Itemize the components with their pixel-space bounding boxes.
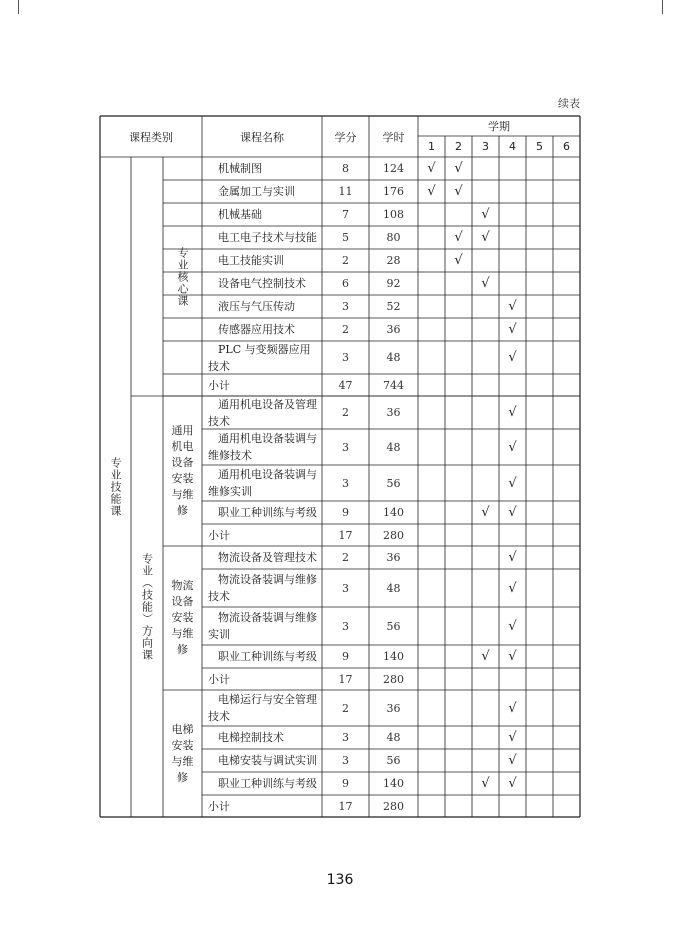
course-name [202, 318, 322, 341]
course-name-text: 机械制图 [218, 162, 262, 175]
semester-3-check [472, 203, 499, 226]
page-number: 136 [326, 872, 354, 888]
hours-value [369, 272, 418, 295]
semester-2-check-text: √ [454, 253, 463, 268]
credit-value [322, 546, 369, 569]
credit-value [322, 465, 369, 501]
subtotal-label [202, 524, 322, 546]
semester-4-check [499, 772, 526, 795]
hours-value-text: 108 [383, 208, 404, 221]
course-name-text: PLC 与变频器应用技术 [208, 342, 311, 373]
header-category [100, 116, 202, 157]
hours-value-text: 36 [386, 323, 401, 336]
semester-1-check [418, 157, 445, 180]
direction-group-label-text: 通用机电设备安装与维修 [171, 424, 194, 517]
semester-2-check-text: √ [454, 161, 463, 176]
hours-value-text: 56 [386, 619, 401, 633]
semester-4-check-text: √ [508, 350, 517, 365]
course-name [202, 690, 322, 726]
hours-value [369, 690, 418, 726]
semester-3-check-text: √ [481, 776, 490, 791]
course-name-text: 职业工种训练与考级 [218, 777, 317, 790]
semester-2-check [445, 249, 472, 272]
course-name [202, 645, 322, 668]
hours-value [369, 226, 418, 249]
hours-value [369, 546, 418, 569]
credit-value-text: 3 [342, 351, 349, 364]
course-name [202, 501, 322, 524]
semester-4-check-text: √ [508, 439, 517, 455]
hours-value [369, 249, 418, 272]
course-name-text: 电梯安装与调试实训 [218, 754, 317, 767]
credit-value [322, 374, 369, 396]
hours-value [369, 157, 418, 180]
main-category-label [100, 157, 131, 817]
header-semester-2-text: 2 [455, 140, 462, 153]
direction-group-label-text: 物流设备安装与维修 [171, 579, 194, 656]
semester-4-check-text: √ [508, 299, 517, 314]
header-credit [322, 116, 369, 157]
course-name [202, 429, 322, 465]
hours-value [369, 180, 418, 203]
course-name [202, 249, 322, 272]
course-name [202, 295, 322, 318]
credit-value [322, 272, 369, 295]
course-name [202, 726, 322, 749]
course-name-text: 物流设备装调与维修技术 [208, 573, 317, 603]
semester-3-check-text: √ [481, 505, 490, 520]
course-name [202, 569, 322, 607]
hours-value [369, 645, 418, 668]
semester-3-check [472, 226, 499, 249]
credit-value [322, 726, 369, 749]
semester-3-check-text: √ [481, 649, 490, 664]
semester-4-check-text: √ [508, 550, 517, 565]
hours-value [369, 203, 418, 226]
hours-value-text: 140 [383, 777, 404, 790]
semester-2-check [445, 180, 472, 203]
semester-4-check [499, 396, 526, 429]
hours-value [369, 772, 418, 795]
hours-value-text: 140 [383, 506, 404, 519]
hours-value-text: 176 [383, 185, 404, 198]
semester-4-check [499, 726, 526, 749]
header-category-text: 课程类别 [129, 130, 173, 144]
credit-value [322, 180, 369, 203]
credit-value [322, 157, 369, 180]
semester-3-check [472, 772, 499, 795]
semester-4-check [499, 465, 526, 501]
header-semester [418, 116, 580, 136]
credit-value-text: 5 [342, 231, 349, 244]
header-semester-3-text: 3 [482, 140, 489, 153]
credit-value-text: 2 [342, 406, 349, 419]
course-name-text: 电梯控制技术 [218, 731, 284, 744]
hours-value-text: 56 [386, 754, 401, 767]
credit-value [322, 295, 369, 318]
direction-section-label [131, 396, 163, 817]
credit-value-text: 7 [342, 208, 349, 221]
direction-group-label [163, 396, 202, 546]
credit-value-text: 2 [342, 701, 349, 715]
header-semester-4-text: 4 [509, 140, 516, 153]
course-name-text: 传感器应用技术 [218, 323, 295, 336]
hours-value-text: 48 [386, 731, 401, 744]
hours-value [369, 569, 418, 607]
direction-group-label [163, 690, 202, 817]
credit-value [322, 772, 369, 795]
hours-value-text: 52 [386, 300, 401, 313]
semester-4-check [499, 501, 526, 524]
header-credit-text: 学分 [334, 130, 357, 144]
course-name [202, 772, 322, 795]
subtotal-label [202, 374, 322, 396]
credit-value [322, 607, 369, 645]
subtotal-label-text: 小计 [208, 378, 230, 392]
course-name [202, 607, 322, 645]
credit-value-text: 9 [342, 650, 349, 663]
hours-value [369, 501, 418, 524]
semester-3-check [472, 645, 499, 668]
semester-4-check-text: √ [508, 730, 517, 745]
hours-value [369, 318, 418, 341]
course-name [202, 546, 322, 569]
credit-value-text: 6 [342, 277, 349, 290]
semester-2-check-text: √ [454, 230, 463, 245]
hours-value-text: 36 [386, 701, 401, 715]
header-course-name [202, 116, 322, 157]
course-name-text: 液压与气压传动 [218, 300, 295, 313]
hours-value-text: 48 [386, 351, 401, 364]
semester-3-check [472, 501, 499, 524]
header-hours-text: 学时 [382, 130, 405, 144]
semester-4-check [499, 690, 526, 726]
credit-value-text: 3 [342, 754, 349, 767]
credit-value [322, 341, 369, 374]
hours-value [369, 396, 418, 429]
semester-4-check [499, 569, 526, 607]
semester-3-check [472, 272, 499, 295]
hours-value-text: 280 [383, 799, 404, 813]
course-name-text: 通用机电设备装调与维修技术 [208, 432, 317, 462]
header-semester-text: 学期 [488, 120, 510, 133]
subtotal-label-text: 小计 [208, 672, 230, 686]
hours-value-text: 744 [383, 378, 404, 392]
credit-value-text: 2 [342, 254, 349, 267]
course-name [202, 396, 322, 429]
credit-value [322, 795, 369, 817]
hours-value [369, 374, 418, 396]
credit-value-text: 17 [338, 528, 353, 542]
hours-value [369, 524, 418, 546]
course-name-text: 机械基础 [218, 208, 262, 221]
course-name-text: 物流设备及管理技术 [218, 551, 317, 564]
semester-4-check-text: √ [508, 753, 517, 768]
course-name [202, 272, 322, 295]
course-name-text: 职业工种训练与考级 [218, 650, 317, 663]
hours-value [369, 795, 418, 817]
credit-value-text: 3 [342, 581, 349, 595]
core-section-label [163, 157, 202, 396]
credit-value-text: 3 [342, 440, 349, 454]
semester-3-check-text: √ [481, 276, 490, 291]
hours-value [369, 465, 418, 501]
semester-4-check [499, 749, 526, 772]
hours-value-text: 280 [383, 672, 404, 686]
credit-value [322, 645, 369, 668]
continued-label: 续表 [558, 97, 580, 110]
header-semester-6 [553, 136, 580, 157]
credit-value-text: 9 [342, 777, 349, 790]
hours-value-text: 92 [386, 277, 401, 290]
credit-value [322, 524, 369, 546]
subtotal-label [202, 668, 322, 690]
hours-value-text: 48 [386, 581, 401, 595]
hours-value [369, 607, 418, 645]
hours-value [369, 668, 418, 690]
hours-value-text: 124 [383, 162, 404, 175]
direction-group-label [163, 546, 202, 690]
semester-4-check [499, 429, 526, 465]
semester-4-check-text: √ [508, 618, 517, 634]
semester-4-check [499, 546, 526, 569]
hours-value-text: 36 [386, 406, 401, 419]
header-semester-2 [445, 136, 472, 157]
credit-value-text: 47 [338, 378, 353, 392]
semester-4-check [499, 341, 526, 374]
semester-2-check [445, 157, 472, 180]
header-semester-6-text: 6 [563, 140, 570, 153]
hours-value-text: 56 [386, 476, 401, 490]
course-name [202, 157, 322, 180]
hours-value-text: 48 [386, 440, 401, 454]
semester-1-check-text: √ [427, 161, 436, 176]
course-name [202, 226, 322, 249]
semester-3-check-text: √ [481, 207, 490, 222]
direction-group-label-text: 电梯安装与维修 [171, 722, 194, 784]
semester-2-check [445, 226, 472, 249]
credit-value-text: 17 [338, 672, 353, 686]
semester-4-check [499, 318, 526, 341]
course-name-text: 电工技能实训 [218, 254, 284, 267]
course-name-text: 通用机电设备装调与维修实训 [208, 468, 317, 498]
subtotal-label-text: 小计 [208, 799, 230, 813]
header-semester-5-text: 5 [536, 140, 543, 153]
hours-value-text: 36 [386, 551, 401, 564]
hours-value [369, 295, 418, 318]
course-name-text: 通用机电设备及管理技术 [208, 397, 317, 428]
semester-3-check-text: √ [481, 230, 490, 245]
credit-value-text: 3 [342, 476, 349, 490]
hours-value [369, 749, 418, 772]
header-semester-5 [526, 136, 553, 157]
credit-value-text: 3 [342, 300, 349, 313]
core-section-label-text: 专业核心课 [176, 246, 189, 307]
semester-4-check [499, 645, 526, 668]
credit-value [322, 226, 369, 249]
credit-value [322, 249, 369, 272]
semester-4-check [499, 607, 526, 645]
semester-4-check [499, 295, 526, 318]
credit-value-text: 9 [342, 506, 349, 519]
course-name [202, 465, 322, 501]
course-name-text: 物流设备装调与维修实训 [208, 611, 317, 641]
header-semester-1-text: 1 [428, 140, 435, 153]
subtotal-label-text: 小计 [208, 528, 230, 542]
credit-value-text: 3 [342, 731, 349, 744]
semester-2-check-text: √ [454, 184, 463, 199]
header-hours [369, 116, 418, 157]
credit-value [322, 501, 369, 524]
course-name [202, 180, 322, 203]
header-semester-4 [499, 136, 526, 157]
hours-value-text: 140 [383, 650, 404, 663]
semester-4-check-text: √ [508, 322, 517, 337]
course-name-text: 设备电气控制技术 [218, 277, 306, 290]
direction-section-label-text: 专业（技能）方向课 [140, 552, 154, 661]
semester-4-check-text: √ [508, 649, 517, 664]
semester-4-check-text: √ [508, 475, 517, 491]
hours-value [369, 429, 418, 465]
credit-value [322, 749, 369, 772]
hours-value [369, 726, 418, 749]
semester-4-check-text: √ [508, 776, 517, 791]
hours-value [369, 341, 418, 374]
credit-value-text: 11 [338, 185, 353, 198]
semester-4-check-text: √ [508, 505, 517, 520]
credit-value-text: 3 [342, 619, 349, 633]
course-name [202, 203, 322, 226]
credit-value-text: 17 [338, 799, 353, 813]
header-course-name-text: 课程名称 [240, 130, 284, 144]
course-name-text: 职业工种训练与考级 [218, 506, 317, 519]
course-name-text: 电梯运行与安全管理技术 [208, 693, 317, 723]
course-name [202, 341, 322, 374]
credit-value [322, 203, 369, 226]
credit-value [322, 396, 369, 429]
main-category-label-text: 专业技能课 [109, 457, 122, 517]
semester-4-check-text: √ [508, 700, 517, 716]
credit-value-text: 8 [342, 162, 349, 175]
header-semester-3 [472, 136, 499, 157]
credit-value-text: 2 [342, 551, 349, 564]
semester-1-check [418, 180, 445, 203]
hours-value-text: 28 [386, 254, 401, 267]
credit-value [322, 569, 369, 607]
course-name-text: 电工电子技术与技能 [218, 231, 317, 244]
credit-value-text: 2 [342, 323, 349, 336]
credit-value [322, 690, 369, 726]
credit-value [322, 318, 369, 341]
credit-value [322, 668, 369, 690]
semester-4-check-text: √ [508, 580, 517, 596]
hours-value-text: 80 [386, 231, 401, 244]
course-name-text: 金属加工与实训 [218, 185, 295, 198]
course-name [202, 749, 322, 772]
header-semester-1 [418, 136, 445, 157]
hours-value-text: 280 [383, 528, 404, 542]
semester-4-check-text: √ [508, 405, 517, 420]
semester-1-check-text: √ [427, 184, 436, 199]
credit-value [322, 429, 369, 465]
subtotal-label [202, 795, 322, 817]
